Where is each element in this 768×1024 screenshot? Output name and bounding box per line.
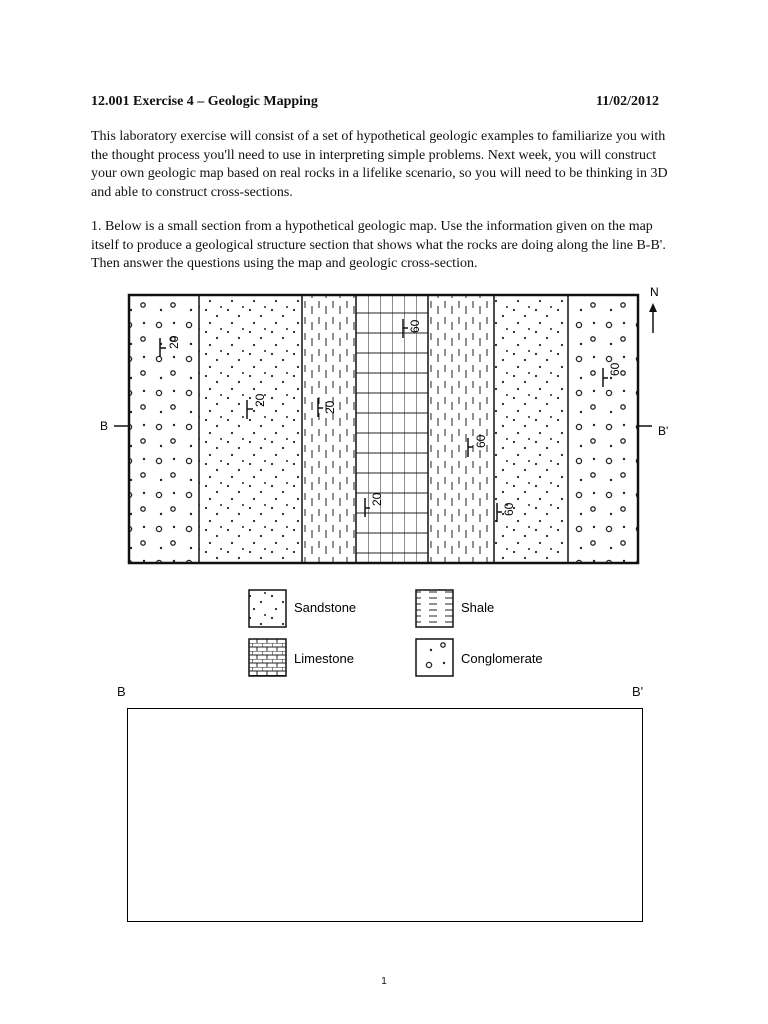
conglomerate-swatch: [416, 639, 453, 676]
document-date: 11/02/2012: [595, 94, 659, 109]
map-legend: [249, 590, 543, 676]
cross-section-drawing-box[interactable]: [127, 708, 643, 922]
map-area: [100, 285, 668, 563]
sandstone-swatch: [249, 590, 286, 627]
legend-limestone: Limestone: [294, 651, 354, 666]
dip-value: 60: [408, 319, 422, 333]
document-title: 12.001 Exercise 4 – Geologic Mapping: [91, 94, 318, 109]
dip-value: 20: [370, 492, 384, 506]
unit-sandstone-east: [494, 295, 568, 563]
dip-value: 60: [474, 434, 488, 448]
north-arrow-icon: [649, 303, 657, 333]
unit-sandstone-west: [199, 295, 302, 563]
dip-value: 20: [253, 393, 267, 407]
line-end-label: B': [658, 424, 669, 438]
dip-value: 20: [167, 335, 181, 349]
dip-value: 20: [323, 400, 337, 414]
geologic-map-figure: [92, 283, 676, 685]
unit-shale-east: [428, 295, 494, 563]
intro-paragraph: This laboratory exercise will consist of a set of hypothetical geologic examples to familiarize you with the thought process you'll need to use in interpreting simple problems. Next week, you will construct your own geologic map based on real rocks in a lifelike scenario, so you will need to be thinking in 3D and able to construct cross-sections.: [91, 129, 668, 200]
limestone-swatch: [249, 639, 286, 676]
unit-conglomerate-east: [568, 295, 638, 563]
unit-limestone: [356, 295, 428, 563]
shale-swatch: [416, 590, 453, 627]
cross-section-end-label: B': [632, 684, 644, 699]
dip-value: 60: [608, 362, 622, 376]
document-header: [91, 94, 659, 110]
question-1: 1. Below is a small section from a hypothetical geologic map. Use the information given on the map itself to produce a geological structure section that shows what the rocks are doing along the line B-B'. Then answer the questions using the map and geologic cross-section.: [91, 219, 666, 271]
dip-value: 60: [502, 502, 516, 516]
cross-section-start-label: B: [117, 684, 126, 699]
unit-conglomerate-west: [129, 295, 199, 563]
page-number: 1: [381, 976, 387, 987]
legend-shale: Shale: [461, 600, 495, 615]
legend-conglomerate: Conglomerate: [461, 651, 543, 666]
legend-sandstone: Sandstone: [294, 600, 357, 615]
north-label: N: [650, 285, 659, 299]
unit-shale-west: [302, 295, 356, 563]
line-start-label: B: [100, 419, 109, 433]
